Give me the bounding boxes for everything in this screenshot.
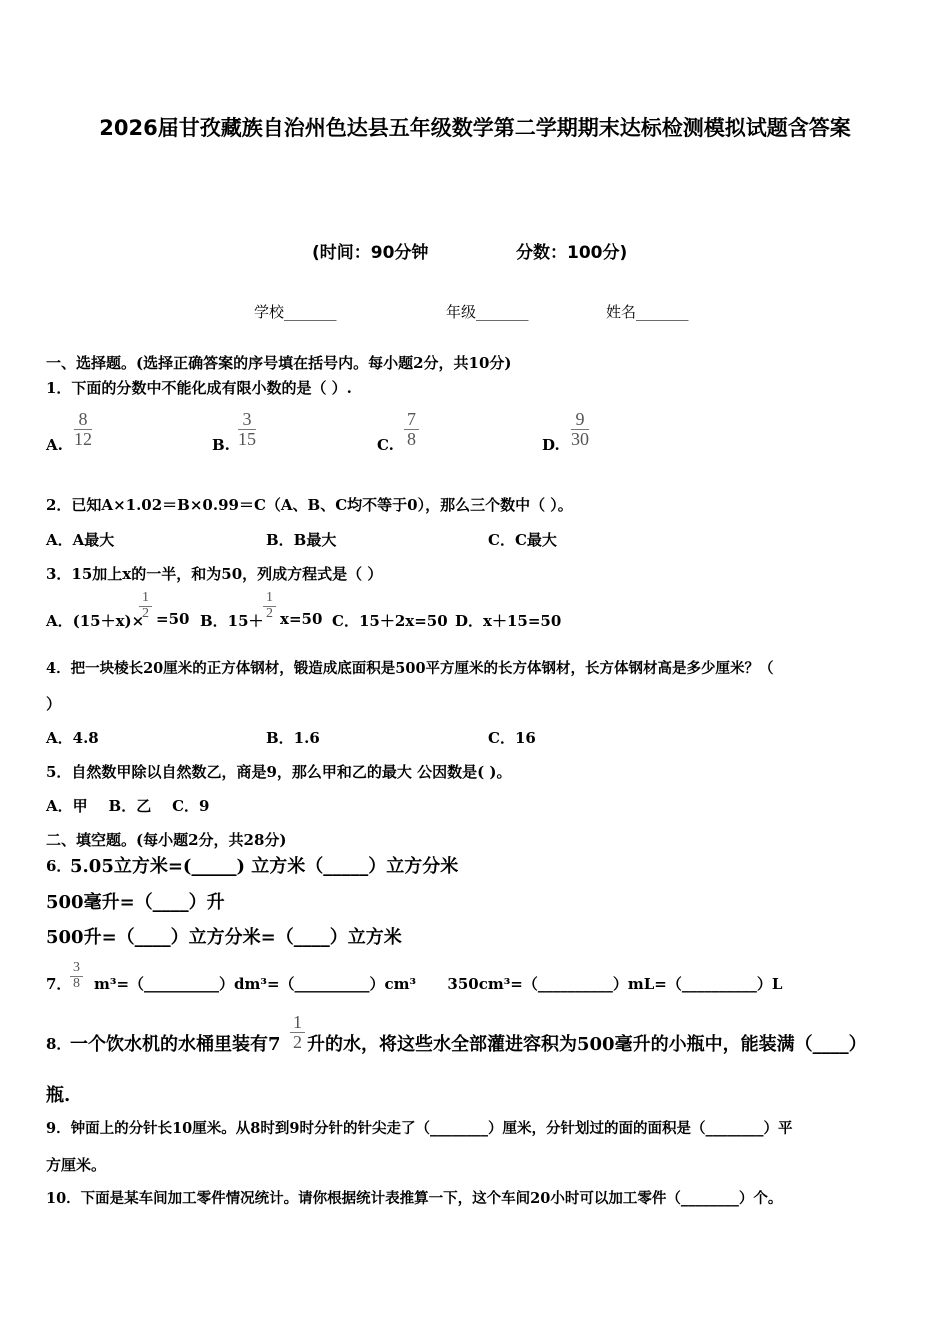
exam-score: 分数：100分) [516, 243, 628, 263]
q3-option-a-half-denominator: 2 [142, 605, 149, 621]
q6-line1: 5.05立方米=(_____) 立方米（_____）立方分米 [70, 856, 459, 877]
q1-option-b-label: B. [212, 436, 230, 454]
q2-option-b: B．B最大 [266, 531, 337, 549]
q3-option-b-pre: B．15＋ [200, 612, 264, 630]
q8-pre: 一个饮水机的水桶里装有7 [70, 1034, 281, 1055]
name-field: 姓名_______ [606, 303, 689, 321]
q1-option-b-numerator: 3 [238, 410, 256, 430]
q7-fraction [70, 961, 83, 991]
q1-option-c-denominator: 8 [407, 428, 416, 449]
q4-option-c: C．16 [488, 729, 536, 747]
q3-option-c: C．15＋2x=50 [332, 612, 448, 630]
q5-stem: 5．自然数甲除以自然数乙，商是9，那么甲和乙的最大 公因数是( )。 [46, 763, 512, 781]
q1-option-a-fraction [74, 410, 92, 449]
q9-line1: 9．钟面上的分针长10厘米。从8时到9时分针的针尖走了（________）厘米，分针划过的面的面积是（________）平 [46, 1120, 793, 1137]
q3-option-b-post: x=50 [280, 610, 323, 628]
q1-option-a-numerator: 8 [74, 410, 92, 430]
q8-fraction [290, 1013, 305, 1052]
q3-option-a-post: =50 [156, 610, 190, 628]
q1-option-d-numerator: 9 [571, 410, 589, 430]
q3-option-a-half-numerator: 1 [139, 591, 152, 607]
section2-header: 二、填空题。(每小题2分，共28分) [46, 831, 287, 849]
q1-option-b-denominator: 15 [238, 428, 256, 449]
q1-stem: 1．下面的分数中不能化成有限小数的是（ ）. [46, 379, 352, 397]
q1-option-d-label: D. [542, 436, 560, 454]
q2-option-c: C．C最大 [488, 531, 557, 549]
q3-option-d: D．x＋15=50 [455, 612, 562, 630]
school-field: 学校_______ [254, 303, 337, 321]
q1-option-b-fraction [238, 410, 256, 449]
q1-option-c-label: C. [377, 436, 394, 454]
q4-option-a: A．4.8 [46, 729, 99, 747]
q7-fraction-denominator: 8 [73, 975, 80, 991]
q8-fraction-denominator: 2 [293, 1031, 302, 1052]
q6-number: 6． [46, 857, 72, 875]
q3-option-b-half-denominator: 2 [266, 605, 273, 621]
q4-stem: 4．把一块棱长20厘米的正方体钢材，锻造成底面积是500平方厘米的长方体钢材，长方体钢材高是多少厘米？（ [46, 660, 774, 677]
q1-option-d-denominator: 30 [571, 428, 589, 449]
q3-option-b-half-numerator: 1 [263, 591, 276, 607]
q2-stem: 2．已知A×1.02＝B×0.99＝C（A、B、C均不等于0），那么三个数中（ ）。 [46, 496, 573, 514]
q7-fraction-numerator: 3 [70, 961, 83, 977]
q5-options: A．甲 B．乙 C．9 [46, 797, 210, 815]
q8-end: 瓶. [46, 1085, 71, 1106]
exam-time: (时间：90分钟 [312, 243, 429, 263]
q2-option-a: A．A最大 [46, 531, 115, 549]
q6-line2: 500毫升=（____）升 [46, 892, 225, 913]
q8-post: 升的水，将这些水全部灌进容积为500毫升的小瓶中，能装满（____） [307, 1034, 867, 1055]
q8-fraction-numerator: 1 [290, 1013, 305, 1033]
q3-option-b-half [263, 591, 276, 621]
q1-option-a-denominator: 12 [74, 428, 92, 449]
q3-stem: 3．15加上x的一半，和为50，列成方程式是（ ） [46, 565, 383, 583]
grade-field: 年级_______ [446, 303, 529, 321]
q3-option-a-pre: A．(15＋x)× [46, 612, 145, 630]
section1-header: 一、选择题。(选择正确答案的序号填在括号内。每小题2分，共10分) [46, 354, 512, 372]
q7-number: 7． [46, 975, 72, 993]
q1-option-c-numerator: 7 [404, 410, 419, 430]
q8-number: 8． [46, 1035, 72, 1053]
q1-option-d-fraction [571, 410, 589, 449]
page-title: 2026届甘孜藏族自治州色达县五年级数学第二学期期末达标检测模拟试题含答案 [99, 116, 851, 140]
q9-line2: 方厘米。 [46, 1156, 107, 1174]
q10-line1: 10．下面是某车间加工零件情况统计。请你根据统计表推算一下，这个车间20小时可以加工零件（________）个。 [46, 1190, 783, 1207]
q1-option-c-fraction [404, 410, 419, 449]
q4-option-b: B．1.6 [266, 729, 320, 747]
q7-text: m³=（__________）dm³=（__________）cm³ 350cm³=（__________）mL=（__________）L [94, 975, 783, 993]
q4-stem-end: ） [46, 695, 62, 713]
q6-line3: 500升=（____）立方分米=（____）立方米 [46, 927, 402, 948]
q3-option-a-half [139, 591, 152, 621]
q1-option-a-label: A. [46, 436, 63, 454]
